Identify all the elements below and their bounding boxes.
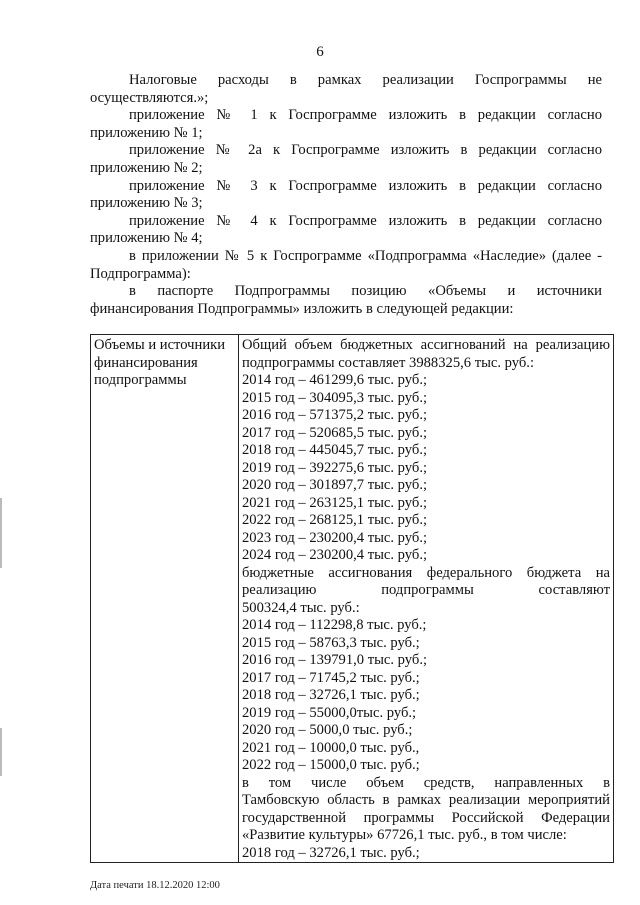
table-row — [91, 335, 614, 863]
amendment-text — [90, 72, 602, 318]
financing-line: 2021 год – 10000,0 тыс. руб., — [242, 739, 420, 756]
financing-line: 2014 год – 461299,6 тыс. руб.; — [242, 372, 428, 388]
financing-line: реализацию подпрограммы составляют — [242, 582, 610, 598]
text-line: приложению № 2; — [90, 159, 203, 176]
text-line: приложению № 1; — [90, 124, 203, 141]
print-date-footer: Дата печати 18.12.2020 12:00 — [90, 880, 220, 891]
financing-line: 2021 год – 263125,1 тыс. руб.; — [242, 494, 428, 511]
text-line: Налоговые расходы в рамках реализации Госпрограммы не — [129, 72, 602, 88]
table-right-cell — [239, 335, 614, 863]
text-line: приложение № 4 к Госпрограмме изложить в редакции согласно — [129, 212, 602, 229]
financing-line: 2017 год – 71745,2 тыс. руб.; — [242, 669, 420, 686]
financing-line: 2020 год – 5000,0 тыс. руб.; — [242, 722, 413, 738]
text-line: в паспорте Подпрограммы позицию «Объемы и источники — [129, 283, 602, 300]
financing-line: Тамбовскую область в рамках реализации мероприятий — [242, 792, 610, 808]
financing-line: 2016 год – 139791,0 тыс. руб.; — [242, 652, 428, 668]
financing-line: 500324,4 тыс. руб.: — [242, 599, 360, 616]
financing-line: 2024 год – 230200,4 тыс. руб.; — [242, 547, 428, 563]
financing-line: бюджетные ассигнования федерального бюджета на — [242, 564, 610, 581]
financing-line: 2018 год – 32726,1 тыс. руб.; — [242, 844, 420, 861]
text-line: приложению № 3; — [90, 195, 203, 212]
financing-line: 2018 год – 32726,1 тыс. руб.; — [242, 687, 420, 703]
text-line: приложение № 2а к Госпрограмме изложить в редакции согласно — [129, 142, 602, 159]
financing-line: 2019 год – 392275,6 тыс. руб.; — [242, 459, 428, 476]
financing-line: 2023 год – 230200,4 тыс. руб.; — [242, 529, 428, 546]
financing-line: Общий объем бюджетных ассигнований на реализацию — [242, 337, 610, 353]
scan-edge-mark — [0, 498, 2, 568]
text-line: приложению № 4; — [90, 230, 203, 247]
financing-line: 2014 год – 112298,8 тыс. руб.; — [242, 617, 427, 633]
financing-line: в том числе объем средств, направленных в — [242, 774, 610, 791]
financing-line: 2020 год – 301897,7 тыс. руб.; — [242, 477, 428, 493]
financing-line: 2018 год – 445045,7 тыс. руб.; — [242, 442, 428, 458]
text-line: в приложении № 5 к Госпрограмме «Подпрограмма «Наследие» (далее - — [129, 247, 602, 264]
text-line: приложение № 1 к Госпрограмме изложить в редакции согласно — [129, 107, 602, 124]
table-left-text: Объемы и источники финансирования подпрограммы — [94, 337, 226, 388]
financing-line: 2019 год – 55000,0тыс. руб.; — [242, 704, 417, 721]
page-number: 6 — [316, 44, 324, 60]
financing-line: подпрограммы составляет 3988325,6 тыс. руб.: — [242, 354, 535, 371]
financing-line: 2022 год – 268125,1 тыс. руб.; — [242, 512, 428, 528]
financing-line: 2015 год – 304095,3 тыс. руб.; — [242, 389, 428, 406]
text-line: приложение № 3 к Госпрограмме изложить в редакции согласно — [129, 177, 602, 194]
financing-line: «Развитие культуры» 67726,1 тыс. руб., в том числе: — [242, 827, 567, 843]
financing-table — [90, 334, 614, 863]
table-left-cell — [91, 335, 239, 863]
financing-line: 2022 год – 15000,0 тыс. руб.; — [242, 757, 420, 773]
text-line: осуществляются.»; — [90, 89, 209, 106]
financing-line: 2016 год – 571375,2 тыс. руб.; — [242, 407, 428, 423]
scan-edge-mark — [0, 728, 2, 776]
financing-line: 2017 год – 520685,5 тыс. руб.; — [242, 424, 428, 441]
financing-line: 2015 год – 58763,3 тыс. руб.; — [242, 634, 420, 651]
financing-line: государственной программы Российской Федерации — [242, 809, 610, 826]
text-line: Подпрограмма): — [90, 265, 191, 282]
text-line: финансирования Подпрограммы» изложить в следующей редакции: — [90, 300, 514, 317]
